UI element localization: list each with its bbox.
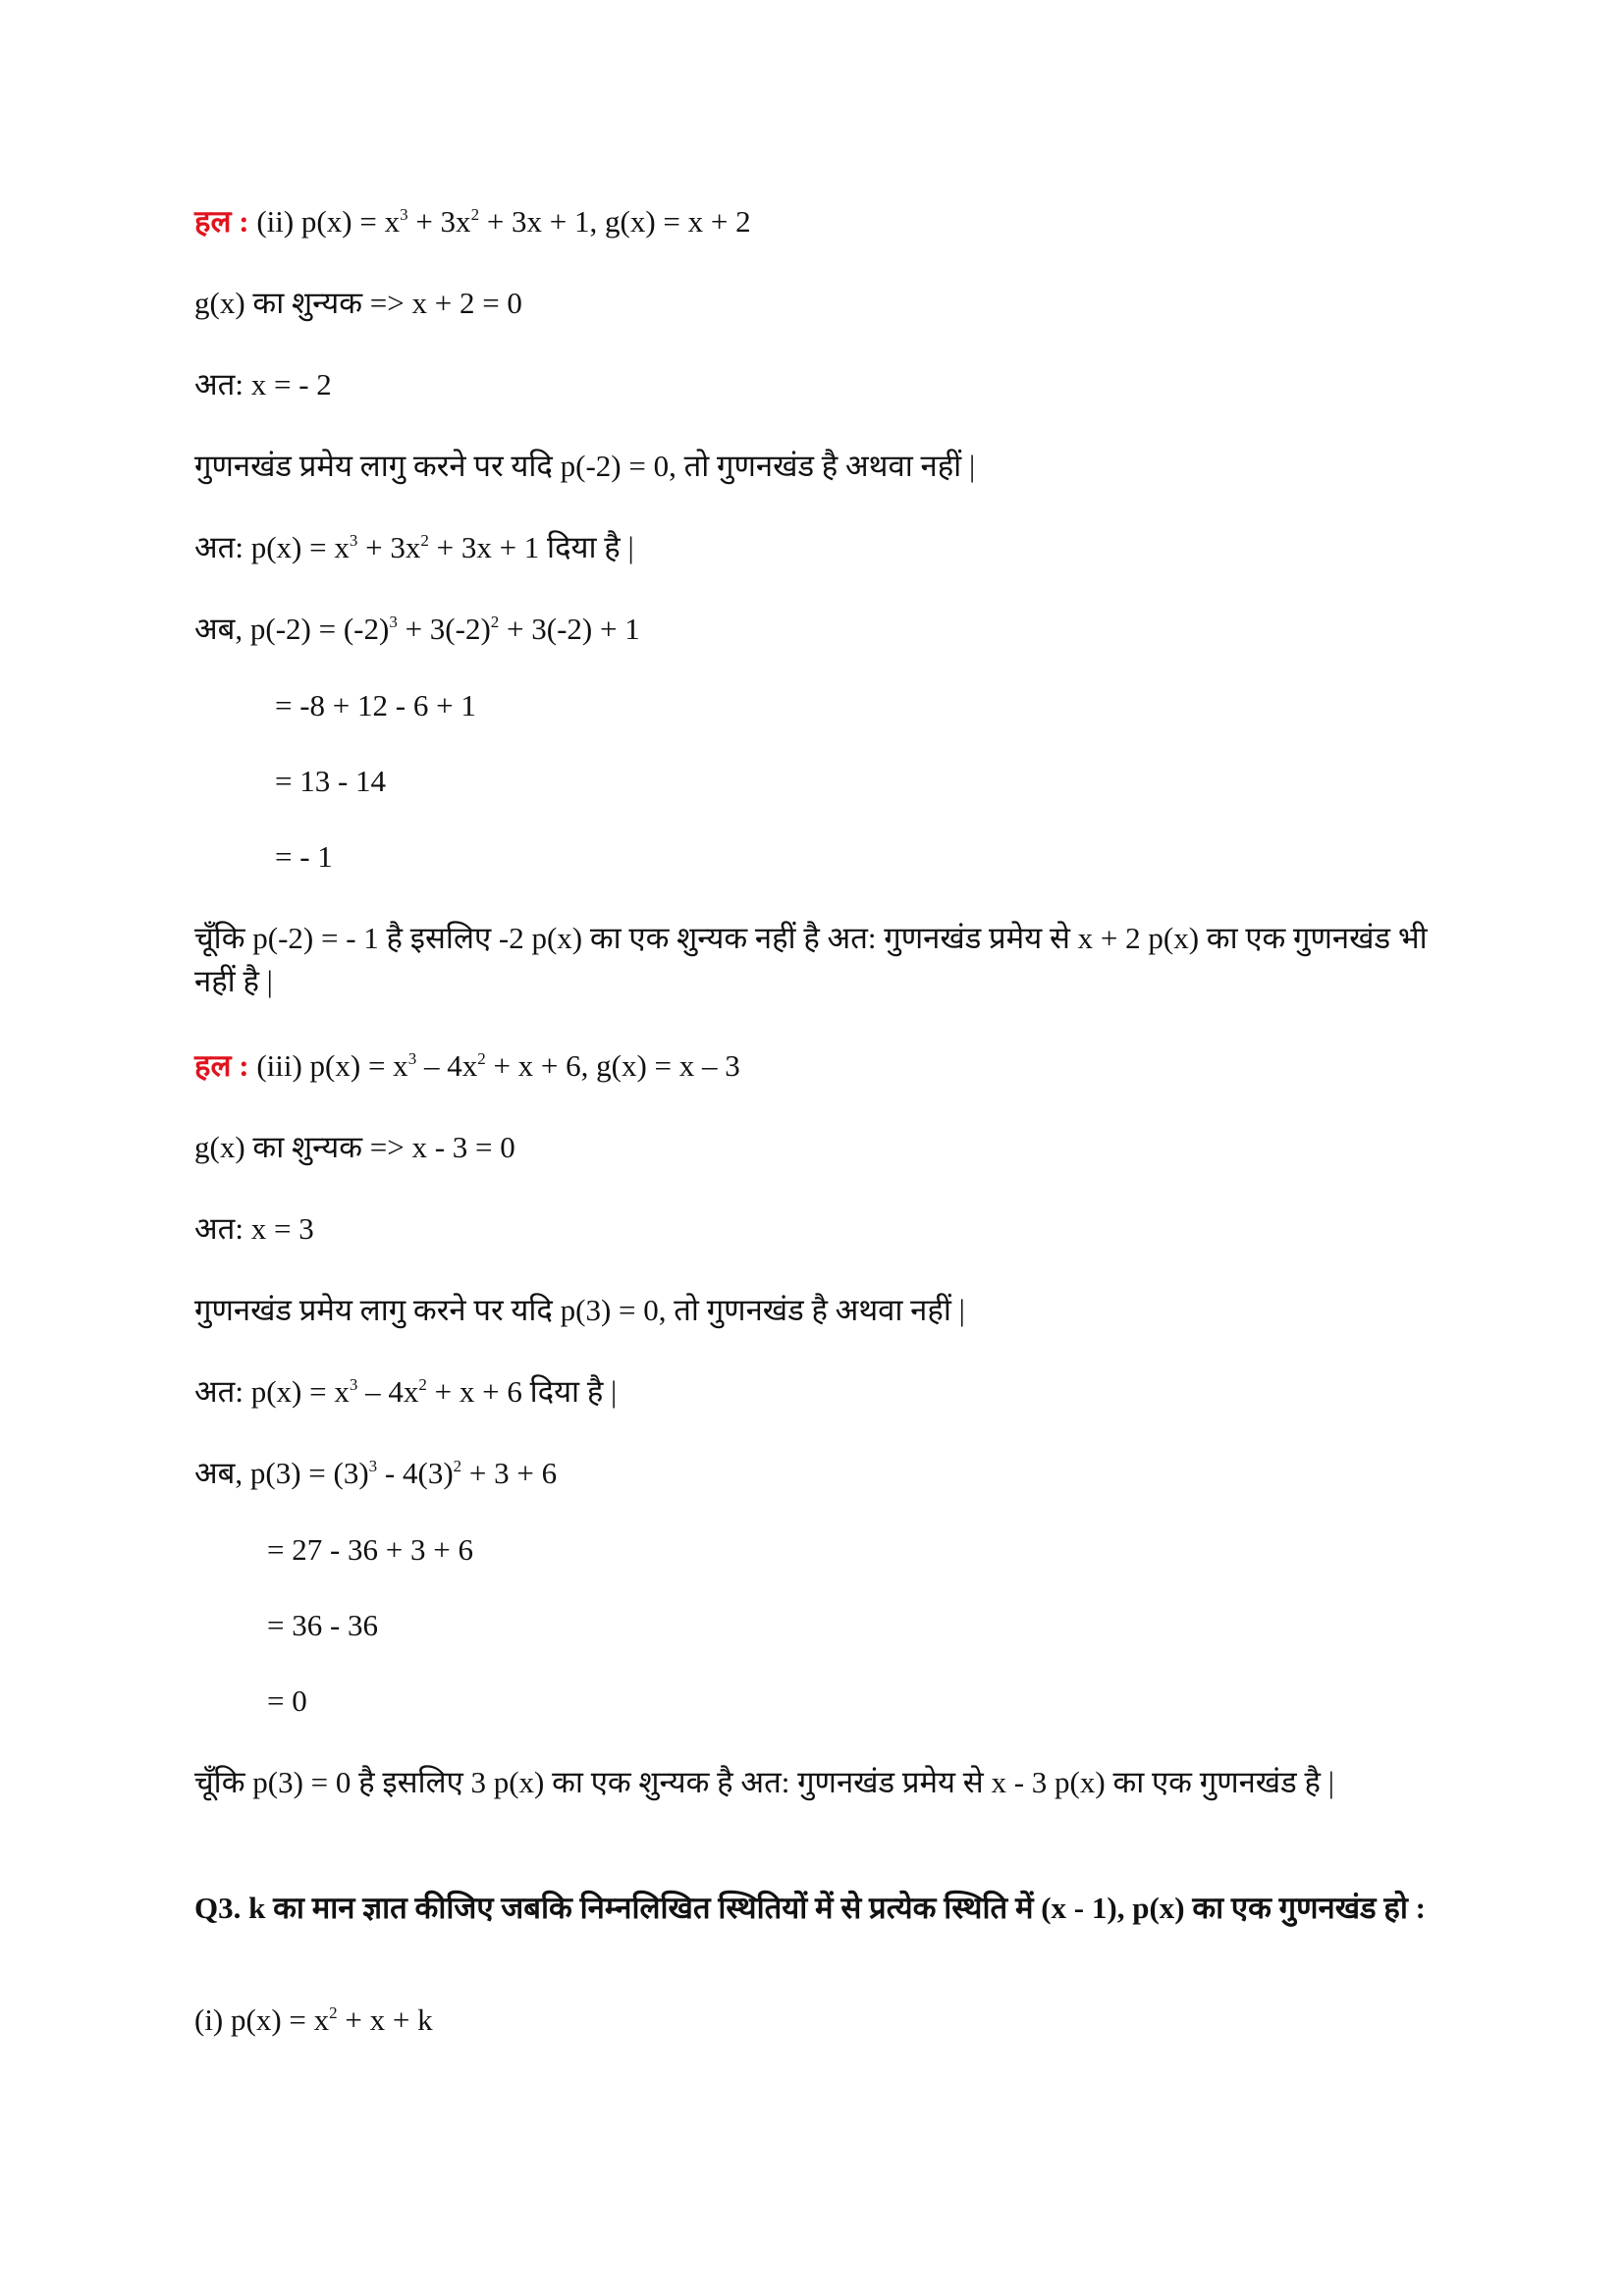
solution-ii-heading <box>194 200 751 243</box>
zero-statement: g(x) का शुन्यक => x - 3 = 0 <box>194 1130 515 1164</box>
substitution: अब, $p(3) = (3)^3 - 4(3)^2 + 3 + 6$ <box>194 1456 558 1490</box>
calc-step-1: = 27 - 36 + 3 + 6 <box>267 1532 474 1567</box>
solution-label: हल : <box>194 204 249 239</box>
calc-step-3: = 0 <box>267 1683 307 1718</box>
calc-step-1: = -8 + 12 - 6 + 1 <box>275 688 476 722</box>
question-3-part-i: (i) $p(x) = x^2 + x + k$ <box>194 2002 433 2037</box>
hence-x: अत: x = 3 <box>194 1211 314 1246</box>
calc-step-2: = 13 - 14 <box>275 764 387 798</box>
factor-theorem-apply: गुणनखंड प्रमेय लागु करने पर यदि p(-2) = 0, तो गुणनखंड है अथवा नहीं | <box>194 449 976 483</box>
solution-iii-heading <box>194 1044 740 1088</box>
hence-x: अत: x = - 2 <box>194 367 332 401</box>
substitution: अब, $p(-2) = (-2)^3 + 3(-2)^2 + 3(-2) + 1$ <box>194 612 640 646</box>
equation-text: (iii) $p(x) = x^3 - 4x^2 + x + 6$, g(x) = x – 3 <box>256 1048 740 1083</box>
solution-label: हल : <box>194 1048 249 1083</box>
factor-theorem-apply: गुणनखंड प्रमेय लागु करने पर यदि p(3) = 0, तो गुणनखंड है अथवा नहीं | <box>194 1293 965 1327</box>
calc-step-2: = 36 - 36 <box>267 1608 379 1642</box>
given-polynomial: अत: $p(x) = x^3 - 4x^2 + x + 6$ दिया है | <box>194 1374 618 1409</box>
given-polynomial: अत: $p(x) = x^3 + 3x^2 + 3x + 1$ दिया है | <box>194 530 634 564</box>
calc-step-3: = - 1 <box>275 839 333 874</box>
question-3: Q3. k का मान ज्ञात कीजिए जबकि निम्नलिखित स्थितियों में से प्रत्येक स्थिति में (x - 1), p(x) का एक गुणनखंड हो : <box>194 1891 1426 1925</box>
conclusion-iii: चूँकि p(3) = 0 है इसलिए 3 p(x) का एक शुन्यक है अत: गुणनखंड प्रमेय से x - 3 p(x) का एक गुणनखंड है | <box>194 1765 1334 1799</box>
equation-text: (ii) $p(x) = x^3 + 3x^2 + 3x + 1$, g(x) = x + 2 <box>256 204 751 239</box>
conclusion-ii: चूँकि p(-2) = - 1 है इसलिए -2 p(x) का एक शुन्यक नहीं है अत: गुणनखंड प्रमेय से x + 2 p(x) का एक गुणनखंड भी नहीं है | <box>194 921 1428 998</box>
zero-statement: g(x) का शुन्यक => x + 2 = 0 <box>194 286 522 320</box>
